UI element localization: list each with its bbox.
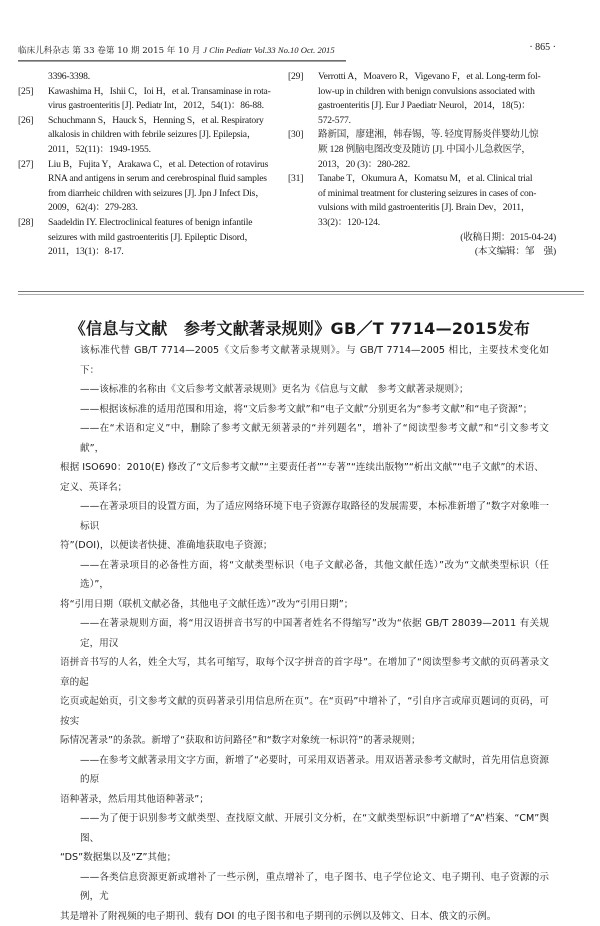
- running-header: [18, 44, 458, 56]
- paragraph-line: 际情况著录”的条款。新增了“获取和访问路径”和“数字对象统一标识符”的著录规则；: [60, 731, 549, 751]
- paragraph-line: 根据 ISO690：2010(E) 修改了“文后参考文献”“主要责任者”“专著”“连续出版物”“析出文献”“电子文献”的术语、: [60, 458, 549, 478]
- reference-line: low-up in children with benign convulsions associated with: [318, 85, 558, 100]
- notice-paragraph: [60, 380, 549, 400]
- reference-line: 572-577.: [318, 114, 558, 129]
- reference-line: seizures with mild gastroenteritis [J]. Epileptic Disord，: [48, 231, 274, 246]
- notice-paragraph: [60, 614, 549, 751]
- reference-item: [18, 158, 274, 216]
- notice-paragraph: [60, 419, 549, 497]
- references-left-column: [18, 70, 274, 260]
- paragraph-line: ——在著录项目的必备性方面，将“文献类型标识（电子文献必备，其他文献任选）”改为“文献类型标识（任选）”，: [60, 556, 549, 595]
- editor-note: (本文编辑：邹 强): [288, 245, 558, 260]
- header-rule: [18, 60, 346, 62]
- reference-line: 2009，62(4)：279-283.: [48, 201, 274, 216]
- reference-line: Kawashima H，Ishii C，Ioi H，et al. Transaminase in rota-: [48, 85, 274, 100]
- reference-line: virus gastroenteritis [J]. Pediatr Int，2012，54(1)：86-88.: [48, 99, 274, 114]
- notice-paragraph: [60, 341, 549, 380]
- paragraph-line: 其是增补了附视频的电子期刊、载有 DOI 的电子图书和电子期刊的示例以及韩文、日本、俄文的示例。: [60, 907, 549, 926]
- reference-item: [288, 128, 558, 172]
- paragraph-line: 讫页或起始页，引文参考文献的页码著录引用信息所在页”。在“页码”中增补了，“引自序言或扉页题词的页码，可按实: [60, 692, 549, 731]
- received-date: (收稿日期：2015-04-24): [288, 231, 558, 246]
- reference-item: [18, 85, 274, 114]
- reference-line: 厥 128 例脑电图改变及随访 [J]. 中国小儿急救医学，: [318, 143, 558, 158]
- section-divider: [18, 291, 584, 292]
- section-divider-secondary: [18, 294, 584, 295]
- journal-cn: 临床儿科杂志 第 33 卷第 10 期 2015 年 10 月: [18, 46, 200, 56]
- paragraph-line: ——该标准的名称由《文后参考文献著录规则》更名为《信息与文献 参考文献著录规则》；: [60, 380, 549, 400]
- reference-number: [27]: [18, 158, 33, 173]
- journal-en: J Clin Pediatr Vol.33 No.10 Oct. 2015: [203, 45, 335, 55]
- notice-paragraph: [60, 556, 549, 615]
- paragraph-line: 定义、英译名；: [60, 478, 549, 498]
- reference-line: 3396-3398.: [48, 70, 274, 85]
- reference-item: [288, 172, 558, 230]
- reference-line: of minimal treatment for clustering seizures in cases of con-: [318, 187, 558, 202]
- notice-body: [60, 341, 549, 926]
- notice-title: 《信息与文献 参考文献著录规则》GB／T 7714—2015发布: [0, 316, 600, 339]
- reference-item: [18, 114, 274, 158]
- paragraph-line: ——根据该标准的适用范围和用途，将“文后参考文献”和“电子文献”分别更名为“参考文献”和“电子资源”；: [60, 400, 549, 420]
- reference-line: 2011，52(11)：1949-1955.: [48, 143, 274, 158]
- reference-line: 33(2)：120-124.: [318, 216, 558, 231]
- reference-number: [26]: [18, 114, 33, 129]
- reference-line: RNA and antigens in serum and cerebrospinal fluid samples: [48, 172, 274, 187]
- paragraph-line: 语拼音书写的人名，姓全大写，其名可缩写，取每个汉字拼音的首字母”。在增加了“阅读型参考文献的页码著录文章的起: [60, 653, 549, 692]
- reference-line: Verrotti A，Moavero R，Vigevano F，et al. Long-term fol-: [318, 70, 558, 85]
- reference-number: [25]: [18, 85, 33, 100]
- reference-line: Saadeldin IY. Electroclinical features of benign infantile: [48, 216, 274, 231]
- reference-line: 2011，13(1)：8-17.: [48, 245, 274, 260]
- paragraph-line: ——在“术语和定义”中，删除了参考文献无须著录的“并列题名”，增补了“阅读型参考文献”和“引文参考文献”，: [60, 419, 549, 458]
- notice-paragraph: [60, 868, 549, 926]
- paragraph-line: ——为了便于识别参考文献类型、查找原文献、开展引文分析，在“文献类型标识”中新增了“A”档案、“CM”舆图、: [60, 809, 549, 848]
- reference-item: [288, 70, 558, 128]
- reference-line: Schuchmann S，Hauck S，Henning S，et al. Respiratory: [48, 114, 274, 129]
- paragraph-line: “DS”数据集以及“Z”其他；: [60, 848, 549, 868]
- references-right-column: [288, 70, 558, 260]
- paragraph-line: 将“引用日期（联机文献必备，其他电子文献任选）”改为“引用日期”；: [60, 595, 549, 615]
- reference-line: 路新国，廖建湘，韩春锡，等. 轻度胃肠炎伴婴幼儿惊: [318, 128, 558, 143]
- reference-line: 2013，20 (3)：280-282.: [318, 158, 558, 173]
- notice-paragraph: [60, 497, 549, 556]
- reference-line: gastroenteritis [J]. Eur J Paediatr Neurol，2014，18(5)：: [318, 99, 558, 114]
- reference-number: [31]: [288, 172, 303, 187]
- paragraph-line: 符”(DOI)，以便读者快捷、准确地获取电子资源；: [60, 536, 549, 556]
- reference-line: Liu B，Fujita Y，Arakawa C，et al. Detection of rotavirus: [48, 158, 274, 173]
- paragraph-line: 语种著录，然后用其他语种著录”；: [60, 790, 549, 810]
- notice-paragraph: [60, 400, 549, 420]
- reference-number: [30]: [288, 128, 303, 143]
- reference-line: vulsions with mild gastroenteritis [J]. Brain Dev，2011，: [318, 201, 558, 216]
- reference-item: [18, 70, 274, 85]
- notice-paragraph: [60, 809, 549, 868]
- paragraph-line: 该标准代替 GB/T 7714—2005《文后参考文献著录规则》。与 GB/T 7714—2005 相比，主要技术变化如下：: [60, 341, 549, 380]
- notice-paragraph: [60, 751, 549, 810]
- paragraph-line: ——在著录规则方面，将“用汉语拼音书写的中国著者姓名不得缩写”改为“依据 GB/T 28039—2011 有关规定，用汉: [60, 614, 549, 653]
- reference-number: [29]: [288, 70, 303, 85]
- reference-number: [28]: [18, 216, 33, 231]
- reference-item: [18, 216, 274, 260]
- page-number: · 865 ·: [529, 42, 556, 53]
- reference-line: from diarrheic children with seizures [J]. Jpn J Infect Dis，: [48, 187, 274, 202]
- paragraph-line: ——在参考文献著录用文字方面，新增了“必要时，可采用双语著录。用双语著录参考文献时，首先用信息资源的原: [60, 751, 549, 790]
- reference-line: alkalosis in children with febrile seizures [J]. Epilepsia，: [48, 128, 274, 143]
- paragraph-line: ——在著录项目的设置方面，为了适应网络环境下电子资源存取路径的发展需要，本标准新增了“数字对象唯一标识: [60, 497, 549, 536]
- paragraph-line: ——各类信息资源更新或增补了一些示例，重点增补了，电子图书、电子学位论文、电子期刊、电子资源的示例，尤: [60, 868, 549, 907]
- reference-line: Tanabe T，Okumura A，Komatsu M，et al. Clinical trial: [318, 172, 558, 187]
